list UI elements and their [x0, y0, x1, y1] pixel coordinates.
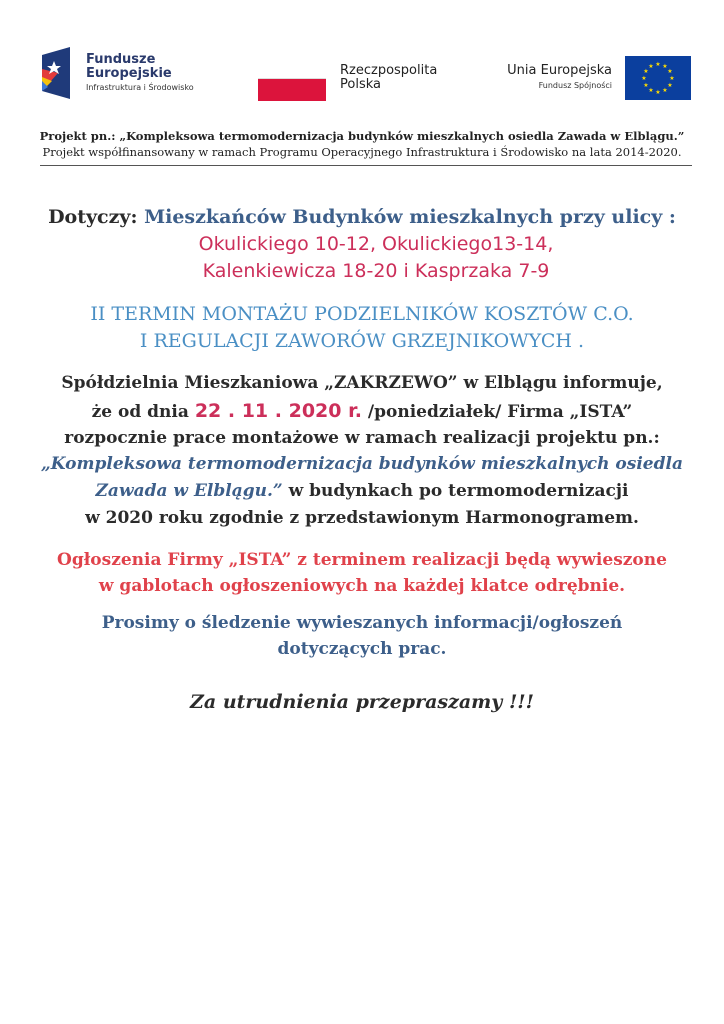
cofinance-line: Projekt współfinansowany w ramach Programu Operacyjnego Infrastruktura i Środowisko na lata 2014-2020.: [42, 145, 682, 159]
svg-text:★: ★: [643, 82, 649, 89]
eu-flag-icon: [625, 56, 691, 100]
fundusze-europejskie-logo-icon: [40, 47, 80, 99]
body-line5-a: Zawada w Elblągu.”: [95, 481, 283, 501]
ue-line2: Fundusz Spójności: [538, 81, 612, 90]
apology-line: Za utrudnienia przepraszamy !!!: [190, 691, 534, 713]
header-divider: [40, 165, 692, 166]
rp-line1: Rzeczpospolita: [340, 63, 438, 78]
polish-flag-icon: [258, 78, 326, 101]
ue-line1: Unia Europejska: [507, 63, 612, 78]
svg-text:★: ★: [662, 87, 668, 94]
svg-text:★: ★: [662, 63, 668, 70]
body-line3: rozpocznie prace montażowe w ramach realizacji projektu pn.:: [64, 428, 660, 448]
body-line5: [0, 481, 724, 501]
fe-line2: Europejskie: [86, 66, 172, 81]
project-title-line: Projekt pn.: „Kompleksowa termomodernizacja budynków mieszkalnych osiedla Zawada w Elblągu.”: [39, 129, 685, 143]
fe-line1: Fundusze: [86, 52, 156, 67]
streets-line2: Kalenkiewicza 18-20 i Kasprzaka 7-9: [202, 260, 550, 282]
concerns-line: [0, 206, 724, 228]
body-line4: „Kompleksowa termomodernizacja budynków mieszkalnych osiedla: [41, 454, 683, 474]
notice-line2: w gablotach ogłoszeniowych na każdej klatce odrębnie.: [98, 576, 626, 596]
start-date: 22 . 11 . 2020 r.: [194, 400, 362, 422]
body-line2: [0, 400, 724, 422]
body-line2-b: /poniedziałek/ Firma „ISTA”: [367, 402, 633, 422]
concerns-label: Dotyczy:: [48, 206, 138, 228]
svg-text:★: ★: [667, 68, 673, 75]
streets-line1: Okulickiego 10-12, Okulickiego13-14,: [198, 233, 554, 255]
svg-text:★: ★: [667, 82, 673, 89]
unia-europejska-text: [494, 63, 612, 93]
request-line1: Prosimy o śledzenie wywieszanych informacji/ogłoszeń: [101, 613, 623, 633]
svg-text:★: ★: [648, 87, 654, 94]
body-line2-a: że od dnia: [91, 402, 189, 422]
request-line2: dotyczących prac.: [277, 639, 447, 659]
notice-line1: Ogłoszenia Firmy „ISTA” z terminem realizacji będą wywieszone: [57, 550, 667, 570]
title-line2: I REGULACJI ZAWORÓW GRZEJNIKOWYCH .: [139, 330, 585, 352]
svg-text:★: ★: [643, 68, 649, 75]
body-line1: Spółdzielnia Mieszkaniowa „ZAKRZEWO” w Elblągu informuje,: [61, 373, 663, 393]
body-line5-b: w budynkach po termomodernizacji: [282, 481, 629, 501]
fe-line3: Infrastruktura i Środowisko: [86, 83, 194, 92]
rzeczpospolita-text: [340, 64, 437, 92]
body-line6: w 2020 roku zgodnie z przedstawionym Harmonogramem.: [85, 508, 639, 528]
fundusze-europejskie-text: [86, 53, 194, 95]
svg-text:★: ★: [655, 61, 661, 68]
rp-line2: Polska: [340, 77, 381, 92]
svg-text:★: ★: [655, 89, 661, 96]
title-line1: II TERMIN MONTAŻU PODZIELNIKÓW KOSZTÓW C.O.: [90, 303, 634, 325]
svg-text:★: ★: [648, 63, 654, 70]
svg-text:★: ★: [669, 75, 675, 82]
concerns-text: Mieszkańców Budynków mieszkalnych przy ulicy :: [144, 206, 676, 228]
svg-text:★: ★: [641, 75, 647, 82]
